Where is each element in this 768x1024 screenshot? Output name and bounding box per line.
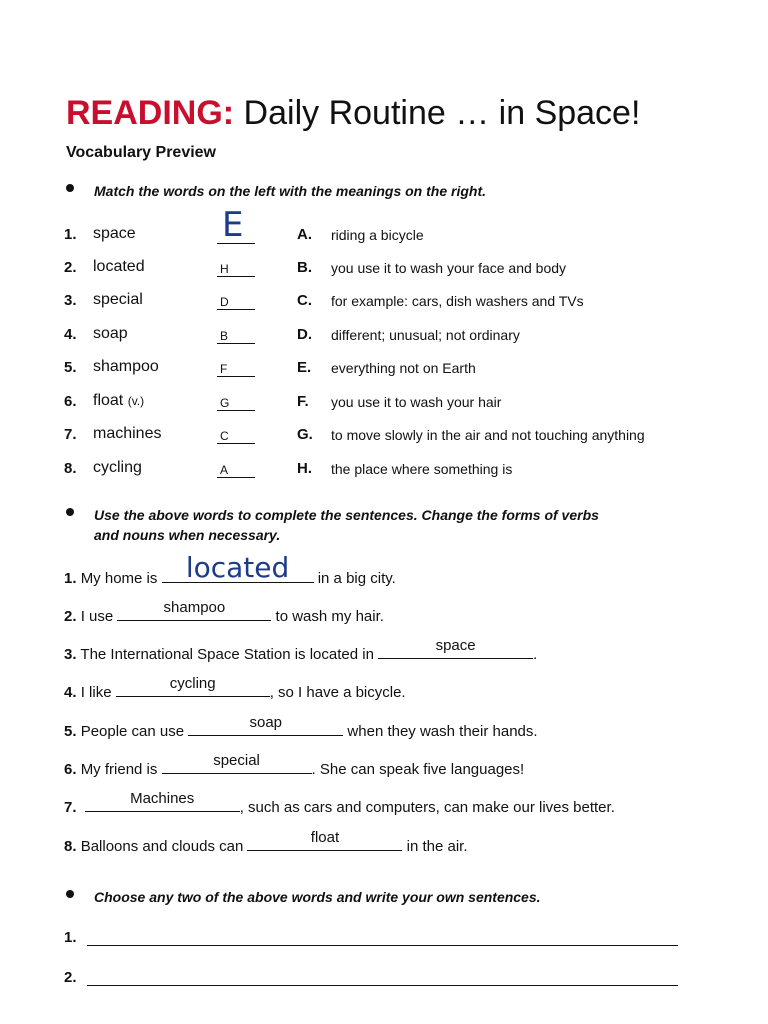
sentence-text: when they wash their hands. [343,723,538,740]
answer-blank[interactable] [378,637,533,659]
vocab-word: cycling [93,459,142,476]
meaning-text: to move slowly in the air and not touching anything [331,427,645,443]
answer-line [217,477,255,478]
writing-line[interactable] [87,945,678,946]
answer-field[interactable]: H [220,262,229,276]
sentence-text: Balloons and clouds can [80,838,248,855]
meaning-text: the place where something is [331,461,513,477]
item-number: 6. [64,761,77,778]
sentence-row [64,551,754,594]
meaning-text: different; unusual; not ordinary [331,327,520,343]
meaning-letter: E. [297,359,312,376]
vocab-word: space [93,225,136,242]
sentence-text: . [533,646,538,663]
answer-line [217,343,255,344]
typed-answer: space [435,637,476,654]
vocab-word: special [93,291,143,308]
item-number: 8. [64,838,77,855]
item-number: 1. [64,226,77,243]
meaning-letter: G. [297,426,313,443]
answer-field[interactable]: A [220,463,229,477]
match-row [0,256,768,282]
answer-blank[interactable] [117,599,271,621]
vocab-word: located [93,258,145,275]
item-number: 3. [64,292,77,309]
sentence-row [64,790,754,823]
sentence-text: People can use [80,723,189,740]
typed-answer: soap [249,714,283,731]
item-number: 4. [64,326,77,343]
sentence-text: . She can speak five languages! [311,761,525,778]
bullet-icon [66,184,74,192]
item-number: 1. [64,929,77,946]
match-row [0,289,768,315]
meaning-letter: B. [297,259,312,276]
match-row [0,423,768,449]
sentence-text: The International Space Station is located in [80,646,379,663]
sentence-text: , such as cars and computers, can make our lives better. [239,799,615,816]
answer-field[interactable]: G [220,396,230,410]
handwritten-answer: located [185,551,290,584]
vocab-word: machines [93,425,162,442]
writing-line[interactable] [87,985,678,986]
item-number: 5. [64,723,77,740]
match-row [0,323,768,349]
sentence-text: My friend is [80,761,162,778]
meaning-text: riding a bicycle [331,227,424,243]
item-number: 6. [64,393,77,410]
meaning-text: for example: cars, dish washers and TVs [331,293,584,309]
typed-answer: special [213,752,260,769]
match-row [0,390,768,416]
answer-blank[interactable] [162,752,312,774]
meaning-letter: C. [297,292,312,309]
answer-blank[interactable] [162,551,314,584]
answer-line [217,309,255,310]
meaning-text: you use it to wash your face and body [331,260,567,276]
meaning-letter: A. [297,226,312,243]
answer-blank[interactable] [247,829,402,851]
item-number: 2. [64,608,77,625]
page-title [66,90,640,136]
vocab-word: float (v.) [93,392,145,409]
answer-field[interactable]: C [220,429,229,443]
item-number: 3. [64,646,77,663]
typed-answer: cycling [169,675,216,692]
answer-line [217,376,255,377]
item-number: 7. [64,426,77,443]
sentence-row [64,829,754,862]
item-number: 2. [64,259,77,276]
sentence-text: My home is [80,570,162,587]
match-row [0,205,768,249]
meaning-text: everything not on Earth [331,360,476,376]
meaning-text: you use it to wash your hair [331,394,502,410]
match-row [0,356,768,382]
instruction-line: and nouns when necessary. [94,527,281,543]
writing-instruction: Choose any two of the above words and write your own sentences. [94,889,541,905]
typed-answer: float [310,829,340,846]
meaning-letter: F. [297,393,309,410]
answer-blank[interactable] [85,790,240,812]
match-row [0,457,768,483]
answer-field[interactable]: D [220,295,229,309]
title-text: Daily Routine … in Space! [234,94,641,132]
sentence-row [64,637,754,670]
answer-field[interactable]: F [220,362,228,376]
answer-line [217,410,255,411]
item-number: 4. [64,684,77,701]
typed-answer: Machines [130,790,195,807]
bullet-icon [66,508,74,516]
item-number: 7. [64,799,77,816]
item-number: 2. [64,969,77,986]
vocab-word: soap [93,325,128,342]
sentence-row [64,714,754,747]
sentence-text: to wash my hair. [271,608,384,625]
title-highlight: READING: [66,94,235,132]
subheading: Vocabulary Preview [66,144,216,161]
matching-instruction: Match the words on the left with the meanings on the right. [94,183,487,199]
item-number: 1. [64,570,77,587]
sentence-instruction [94,505,599,545]
sentence-text: I like [80,684,116,701]
bullet-icon [66,890,74,898]
handwritten-answer[interactable]: E [222,205,244,245]
part-of-speech: (v.) [127,394,145,408]
sentence-row [64,752,754,785]
sentence-text: in a big city. [313,570,396,587]
sentence-text: I use [80,608,118,625]
vocab-word: shampoo [93,358,159,375]
answer-line [217,443,255,444]
sentence-text: in the air. [402,838,468,855]
item-number: 8. [64,460,77,477]
sentence-text: , so I have a bicycle. [269,684,406,701]
typed-answer: shampoo [163,599,226,616]
meaning-letter: D. [297,326,312,343]
sentence-row [64,675,754,708]
answer-field[interactable]: B [220,329,229,343]
sentence-row [64,599,754,632]
meaning-letter: H. [297,460,312,477]
answer-blank[interactable] [116,675,270,697]
item-number: 5. [64,359,77,376]
answer-line [217,276,255,277]
answer-blank[interactable] [188,714,343,736]
instruction-line: Use the above words to complete the sentences. Change the forms of verbs [94,507,599,523]
